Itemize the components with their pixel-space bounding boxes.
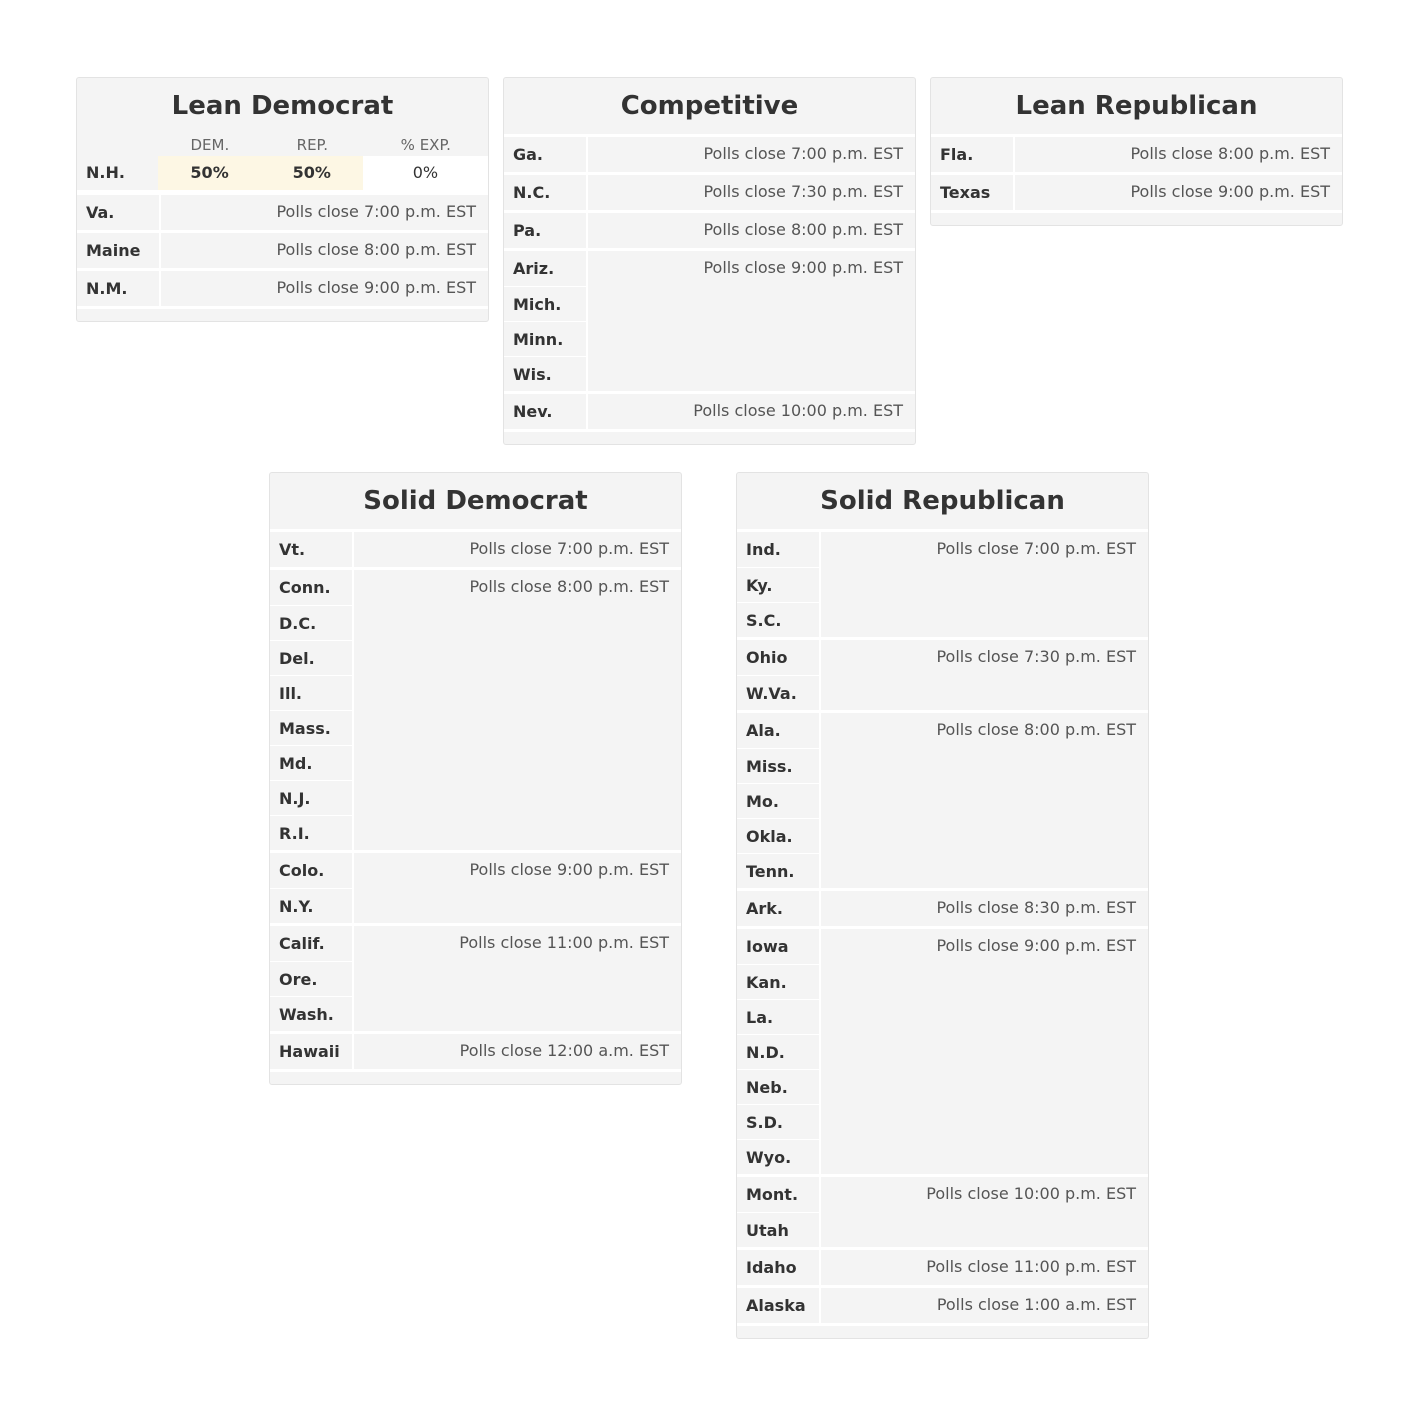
state-list — [504, 213, 588, 248]
state-name[interactable]: Wis. — [504, 356, 586, 391]
state-name[interactable]: Mo. — [737, 783, 819, 818]
state-name[interactable]: S.C. — [737, 602, 819, 637]
state-list — [737, 1177, 821, 1247]
poll-close-group — [737, 1174, 1148, 1247]
state-name[interactable]: Mich. — [504, 286, 586, 321]
state-name[interactable]: R.I. — [270, 815, 352, 850]
state-name[interactable]: Fla. — [940, 145, 974, 164]
poll-close-group — [737, 1247, 1148, 1285]
state-name[interactable]: Mass. — [270, 710, 352, 745]
state-name[interactable]: Alaska — [746, 1296, 806, 1315]
panel-solid-democrat — [269, 472, 682, 1085]
state-name[interactable]: Maine — [86, 241, 141, 260]
poll-close-time: Polls close 10:00 p.m. EST — [693, 401, 903, 420]
poll-close-group — [737, 710, 1148, 888]
state-name[interactable]: Utah — [737, 1212, 819, 1247]
poll-close-time: Polls close 12:00 a.m. EST — [459, 1041, 669, 1060]
panel-solid-republican — [736, 472, 1149, 1339]
state-name[interactable]: Nev. — [513, 402, 553, 421]
column-rep: REP. — [296, 136, 329, 154]
state-name[interactable]: Neb. — [737, 1069, 819, 1104]
state-name[interactable]: Tenn. — [737, 853, 819, 888]
panel-title: Solid Democrat — [363, 486, 588, 516]
poll-close-time: Polls close 8:30 p.m. EST — [936, 898, 1136, 917]
poll-close-time: Polls close 8:00 p.m. EST — [936, 720, 1136, 739]
state-name[interactable]: Texas — [940, 183, 991, 202]
poll-close-time: Polls close 8:00 p.m. EST — [276, 240, 476, 259]
state-list — [737, 1250, 821, 1285]
poll-close-time: Polls close 7:00 p.m. EST — [936, 539, 1136, 558]
poll-groups — [77, 192, 488, 306]
state-name[interactable]: N.M. — [86, 279, 128, 298]
dem-percent: 50% — [158, 156, 260, 190]
state-name[interactable]: Idaho — [746, 1258, 797, 1277]
poll-close-time: Polls close 9:00 p.m. EST — [276, 278, 476, 297]
state-name[interactable]: La. — [737, 999, 819, 1034]
poll-close-group — [737, 926, 1148, 1174]
state-list — [504, 137, 588, 172]
state-list — [270, 853, 354, 923]
poll-close-time: Polls close 11:00 p.m. EST — [926, 1257, 1136, 1276]
state-name[interactable]: D.C. — [270, 605, 352, 640]
state-name[interactable]: Calif. — [279, 934, 325, 953]
state-name[interactable]: Ore. — [270, 961, 352, 996]
state-name[interactable]: Md. — [270, 745, 352, 780]
state-list — [270, 926, 354, 1031]
state-list — [737, 891, 821, 926]
state-name[interactable]: Colo. — [279, 861, 325, 880]
poll-close-time: Polls close 8:00 p.m. EST — [469, 577, 669, 596]
poll-close-time: Polls close 1:00 a.m. EST — [936, 1295, 1136, 1314]
state-name[interactable]: N.C. — [513, 183, 551, 202]
state-name[interactable]: Ark. — [746, 899, 783, 918]
panel-title: Lean Republican — [1015, 91, 1258, 121]
state-name[interactable]: Ga. — [513, 145, 544, 164]
state-name[interactable]: Ohio — [746, 648, 788, 667]
rep-percent: 50% — [261, 156, 363, 190]
state-list — [270, 570, 354, 850]
poll-close-group — [504, 391, 915, 429]
state-list — [77, 271, 161, 306]
result-row[interactable] — [77, 156, 488, 192]
poll-close-time: Polls close 8:00 p.m. EST — [703, 220, 903, 239]
state-name[interactable]: Pa. — [513, 221, 542, 240]
poll-close-time: Polls close 9:00 p.m. EST — [469, 860, 669, 879]
state-name[interactable]: Conn. — [279, 578, 331, 597]
state-name[interactable]: Miss. — [737, 748, 819, 783]
state-list — [737, 713, 821, 888]
poll-groups — [504, 134, 915, 429]
poll-close-group — [270, 529, 681, 567]
state-name[interactable]: Ill. — [270, 675, 352, 710]
state-list — [504, 394, 588, 429]
poll-close-group — [504, 134, 915, 172]
state-list — [504, 251, 588, 391]
poll-close-time: Polls close 7:30 p.m. EST — [936, 647, 1136, 666]
state-list — [737, 1288, 821, 1323]
state-name[interactable]: W.Va. — [737, 675, 819, 710]
state-name[interactable]: N.D. — [737, 1034, 819, 1069]
state-name[interactable]: Mont. — [746, 1185, 799, 1204]
poll-close-group — [270, 567, 681, 850]
state-name[interactable]: Va. — [86, 203, 115, 222]
panel-competitive — [503, 77, 916, 445]
state-name[interactable]: Ala. — [746, 721, 781, 740]
expected-percent: 0% — [412, 163, 439, 182]
state-list — [270, 532, 354, 567]
poll-close-group — [270, 850, 681, 923]
state-name[interactable]: Ind. — [746, 540, 781, 559]
state-name[interactable]: Hawaii — [279, 1042, 340, 1061]
poll-groups — [270, 529, 681, 1069]
state-list — [931, 137, 1015, 172]
panel-title: Lean Democrat — [171, 91, 394, 121]
state-list — [77, 195, 161, 230]
poll-close-time: Polls close 8:00 p.m. EST — [1130, 144, 1330, 163]
state-list — [931, 175, 1015, 210]
poll-close-group — [737, 637, 1148, 710]
state-name: N.H. — [77, 156, 158, 190]
state-list — [270, 1034, 354, 1069]
column-exp: % EXP. — [400, 136, 451, 154]
poll-close-time: Polls close 9:00 p.m. EST — [1130, 182, 1330, 201]
poll-close-group — [77, 268, 488, 306]
column-dem: DEM. — [190, 136, 230, 154]
state-name[interactable]: Del. — [270, 640, 352, 675]
state-name[interactable]: N.Y. — [270, 888, 352, 923]
poll-close-group — [77, 192, 488, 230]
state-name[interactable]: Wash. — [270, 996, 352, 1031]
poll-close-time: Polls close 9:00 p.m. EST — [703, 258, 903, 277]
state-name[interactable]: Ky. — [737, 567, 819, 602]
state-name[interactable]: S.D. — [737, 1104, 819, 1139]
poll-close-time: Polls close 7:00 p.m. EST — [276, 202, 476, 221]
poll-close-group — [931, 172, 1342, 210]
state-name[interactable]: N.J. — [270, 780, 352, 815]
poll-close-time: Polls close 7:00 p.m. EST — [703, 144, 903, 163]
poll-close-time: Polls close 11:00 p.m. EST — [459, 933, 669, 952]
state-list — [77, 233, 161, 268]
poll-close-group — [504, 210, 915, 248]
poll-close-time: Polls close 9:00 p.m. EST — [936, 936, 1136, 955]
poll-close-group — [270, 923, 681, 1031]
poll-close-time: Polls close 10:00 p.m. EST — [926, 1184, 1136, 1203]
poll-close-group — [737, 529, 1148, 637]
poll-groups — [737, 529, 1148, 1323]
poll-close-group — [504, 248, 915, 391]
poll-close-group — [270, 1031, 681, 1069]
panel-lean-democrat — [76, 77, 489, 322]
poll-close-group — [737, 1285, 1148, 1323]
poll-close-group — [504, 172, 915, 210]
panel-lean-republican — [930, 77, 1343, 226]
state-name[interactable]: Vt. — [279, 540, 306, 559]
poll-close-group — [737, 888, 1148, 926]
panel-title: Competitive — [620, 91, 799, 121]
state-list — [737, 532, 821, 637]
panel-title: Solid Republican — [820, 486, 1065, 516]
poll-close-time: Polls close 7:00 p.m. EST — [469, 539, 669, 558]
state-list — [737, 640, 821, 710]
state-name[interactable]: Kan. — [737, 964, 819, 999]
state-name[interactable]: Wyo. — [737, 1139, 819, 1174]
state-list — [504, 175, 588, 210]
state-name[interactable]: Minn. — [504, 321, 586, 356]
poll-close-group — [931, 134, 1342, 172]
state-list — [737, 929, 821, 1174]
poll-close-group — [77, 230, 488, 268]
state-name[interactable]: Okla. — [737, 818, 819, 853]
state-name[interactable]: Ariz. — [513, 259, 555, 278]
column-headers — [77, 134, 488, 156]
poll-close-time: Polls close 7:30 p.m. EST — [703, 182, 903, 201]
state-name[interactable]: Iowa — [746, 937, 789, 956]
poll-groups — [931, 134, 1342, 210]
